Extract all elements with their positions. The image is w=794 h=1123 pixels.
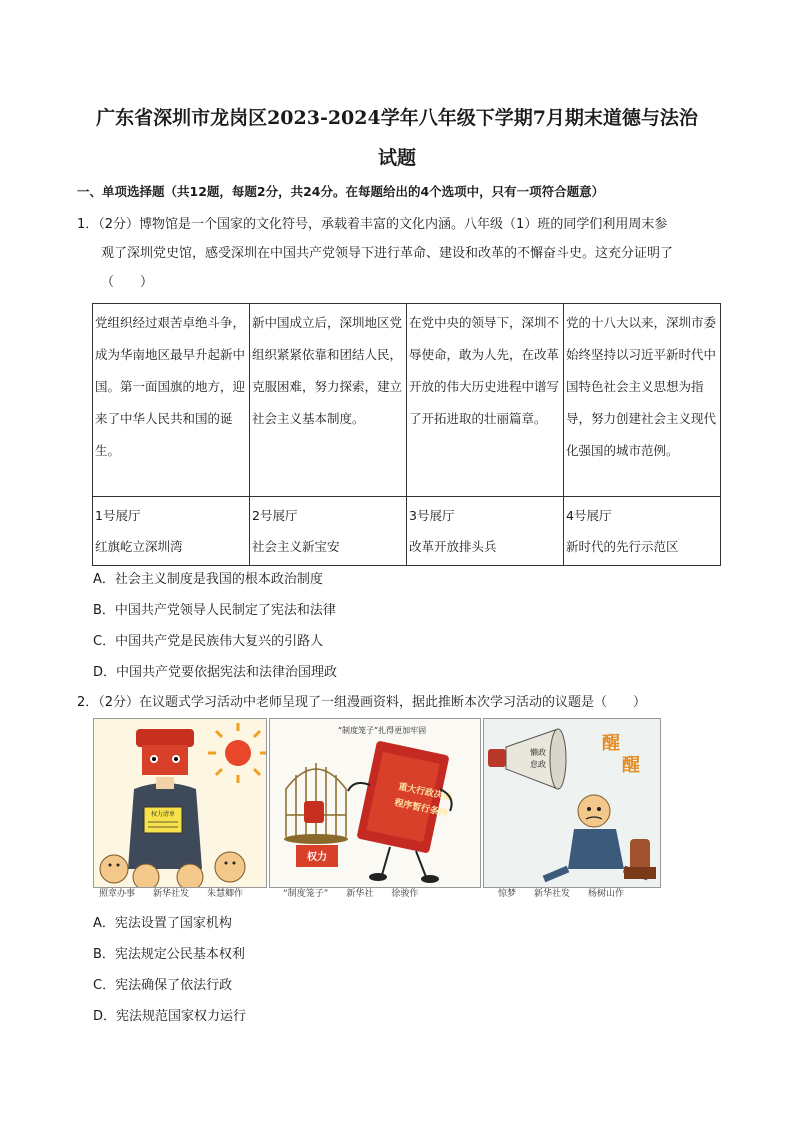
table-row [93,304,721,497]
comic-3-horn-text-2: 怠政 [530,760,546,769]
hall-2-name: 社会主义新宝安 [252,539,340,554]
q2-option-a[interactable]: A．宪法设置了国家机构 [93,916,232,931]
exam-title-line2: 试题 [377,147,416,169]
comic-2-illustration [270,719,480,887]
comic-2-power-label: 权力 [307,852,327,863]
comic-3-horn-text-1: 懒政 [530,748,546,757]
table-row [93,497,721,566]
q2-option-b[interactable]: B．宪法规定公民基本权利 [93,947,245,962]
hall-1-cell [93,497,250,566]
question-1-line2: 观了深圳党史馆，感受深圳在中国共产党领导下进行革命、建设和改革的不懈奋斗史。这充分证明了 [101,246,674,261]
comic-panel-1 [93,718,267,888]
comic-panel-3 [483,718,661,888]
question-1-line3: （ ） [101,275,154,290]
comic-3-wake-char-1: 醒 [602,733,620,754]
comic-2-book-title-line2: 程序暂行条例 [393,798,449,820]
question-2-stem: 2．（2分）在议题式学习活动中老师呈现了一组漫画资料，据此推断本次学习活动的议题是（ ） [77,695,647,710]
hall-3-name: 改革开放排头兵 [409,539,497,554]
q1-option-c[interactable]: C．中国共产党是民族伟大复兴的引路人 [93,634,324,649]
hall-3-number: 3号展厅 [409,508,455,523]
question-1-stem [77,210,727,297]
hall-4-name: 新时代的先行示范区 [566,539,679,554]
q1-option-a[interactable]: A．社会主义制度是我国的根本政治制度 [93,572,323,587]
comic-2-top-text: “制度笼子”扎得更加牢固 [337,726,427,735]
q2-option-d[interactable]: D．宪法规范国家权力运行 [93,1009,247,1024]
hall-1-name: 红旗屹立深圳湾 [95,539,183,554]
hall-3-cell [407,497,564,566]
comic-1-caption: 照章办事 新华社发 朱慧卿作 [99,889,244,899]
hall-2-description: 新中国成立后，深圳地区党组织紧紧依靠和团结人民，克服困难，努力探索，建立社会主义基本制度。 [250,304,407,497]
q1-option-b[interactable]: B．中国共产党领导人民制定了宪法和法律 [93,603,336,618]
q2-option-c[interactable]: C．宪法确保了依法行政 [93,978,233,993]
comic-1-sign-text: 权力清单 [150,811,176,818]
question-1-line1: 1．（2分）博物馆是一个国家的文化符号，承载着丰富的文化内涵。八年级（1）班的同学们利用周末参 [77,217,668,232]
hall-1-description: 党组织经过艰苦卓绝斗争，成为华南地区最早升起新中国。第一面国旗的地方，迎来了中华人民共和国的诞生。 [93,304,250,497]
comic-3-caption: 惊梦 新华社发 杨树山作 [498,889,625,899]
hall-3-description: 在党中央的领导下，深圳不辱使命，敢为人先，在改革开放的伟大历史进程中谱写了开拓进取的壮丽篇章。 [407,304,564,497]
hall-4-description: 党的十八大以来，深圳市委始终坚持以习近平新时代中国特色社会主义思想为指导，努力创建社会主义现代化强国的城市范例。 [564,304,721,497]
hall-4-number: 4号展厅 [566,508,612,523]
comic-3-illustration [484,719,660,887]
section-heading: 一、单项选择题（共12题，每题2分，共24分。在每题给出的4个选项中，只有一项符合题意） [77,184,605,199]
hall-2-cell [250,497,407,566]
hall-1-number: 1号展厅 [95,508,141,523]
hall-2-number: 2号展厅 [252,508,298,523]
comic-1-illustration [94,719,266,887]
exhibition-table [92,303,721,566]
q1-option-d[interactable]: D．中国共产党要依据宪法和法律治国理政 [93,665,338,680]
comic-3-wake-char-2: 醒 [622,755,640,776]
comic-2-book-title-line1: 重大行政决策 [397,782,453,804]
comic-panel-2 [269,718,481,888]
exam-title-line1: 广东省深圳市龙岗区2023-2024学年八年级下学期7月期末道德与法治 [96,107,698,129]
comic-2-caption: “制度笼子” 新华社 徐骏作 [283,889,419,899]
hall-4-cell [564,497,721,566]
comic-strip [93,718,659,900]
